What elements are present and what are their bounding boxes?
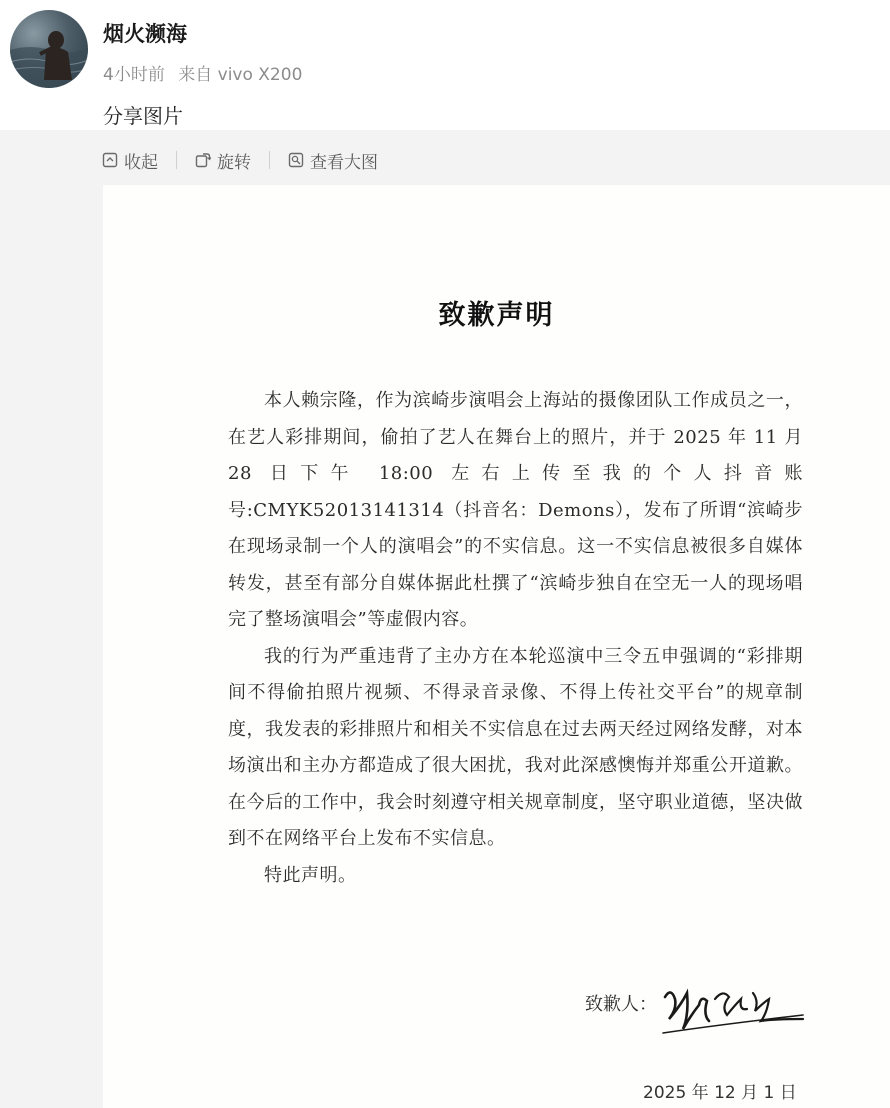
post-time: 4小时前 — [103, 65, 165, 85]
toolbar-divider — [269, 151, 270, 169]
collapse-label: 收起 — [124, 152, 158, 173]
statement-date: 2025 年 12 月 1 日 — [643, 1083, 797, 1103]
collapse-button[interactable] — [100, 148, 160, 173]
username[interactable]: 烟火濒海 — [103, 22, 187, 46]
signature-block — [585, 975, 815, 1045]
rotate-button[interactable] — [193, 148, 253, 173]
handwritten-signature — [657, 975, 807, 1037]
statement-paragraph: 本人赖宗隆，作为滨崎步演唱会上海站的摄像团队工作成员之一，在艺人彩排期间，偷拍了艺人在舞台上的照片，并于 2025 年 11 月 28 日下午 18:00 左右上传至我的个人抖音账号:CMYK52013141314（抖音名：Demons），发布了所谓“滨崎步在现场录制一个人的演唱会”的不实信息。这一不实信息被很多自媒体转发，甚至有部分自媒体据此杜撰了“滨崎步独自在空无一人的现场唱完了整场演唱会”等虚假内容。 — [228, 390, 803, 630]
toolbar-divider — [176, 151, 177, 169]
post-header — [0, 0, 890, 130]
collapse-icon — [102, 152, 118, 168]
post-meta — [103, 60, 302, 85]
user-avatar[interactable] — [10, 10, 88, 88]
view-large-button[interactable] — [286, 148, 380, 173]
statement-title: 致歉声明 — [438, 300, 555, 331]
statement-body — [228, 383, 803, 894]
view-large-label: 查看大图 — [310, 152, 378, 173]
avatar-image — [10, 10, 88, 88]
statement-paragraph: 我的行为严重违背了主办方在本轮巡演中三令五申强调的“彩排期间不得偷拍照片视频、不得录音录像、不得上传社交平台”的规章制度，我发表的彩排照片和相关不实信息在过去两天经过网络发酵，对本场演出和主办方都造成了很大困扰，我对此深感懊悔并郑重公开道歉。在今后的工作中，我会时刻遵守相关规章制度，坚守职业道德，坚决做到不在网络平台上发布不实信息。 — [228, 645, 803, 849]
post-text: 分享图片 — [103, 104, 183, 128]
view-large-icon — [288, 152, 304, 168]
statement-paragraph: 特此声明。 — [264, 864, 357, 886]
apology-statement-image[interactable] — [103, 185, 890, 1108]
rotate-label: 旋转 — [217, 152, 251, 173]
rotate-icon — [195, 152, 211, 168]
signer-label: 致歉人： — [585, 994, 657, 1015]
image-toolbar — [100, 140, 380, 180]
post-source: 来自 vivo X200 — [178, 65, 303, 85]
